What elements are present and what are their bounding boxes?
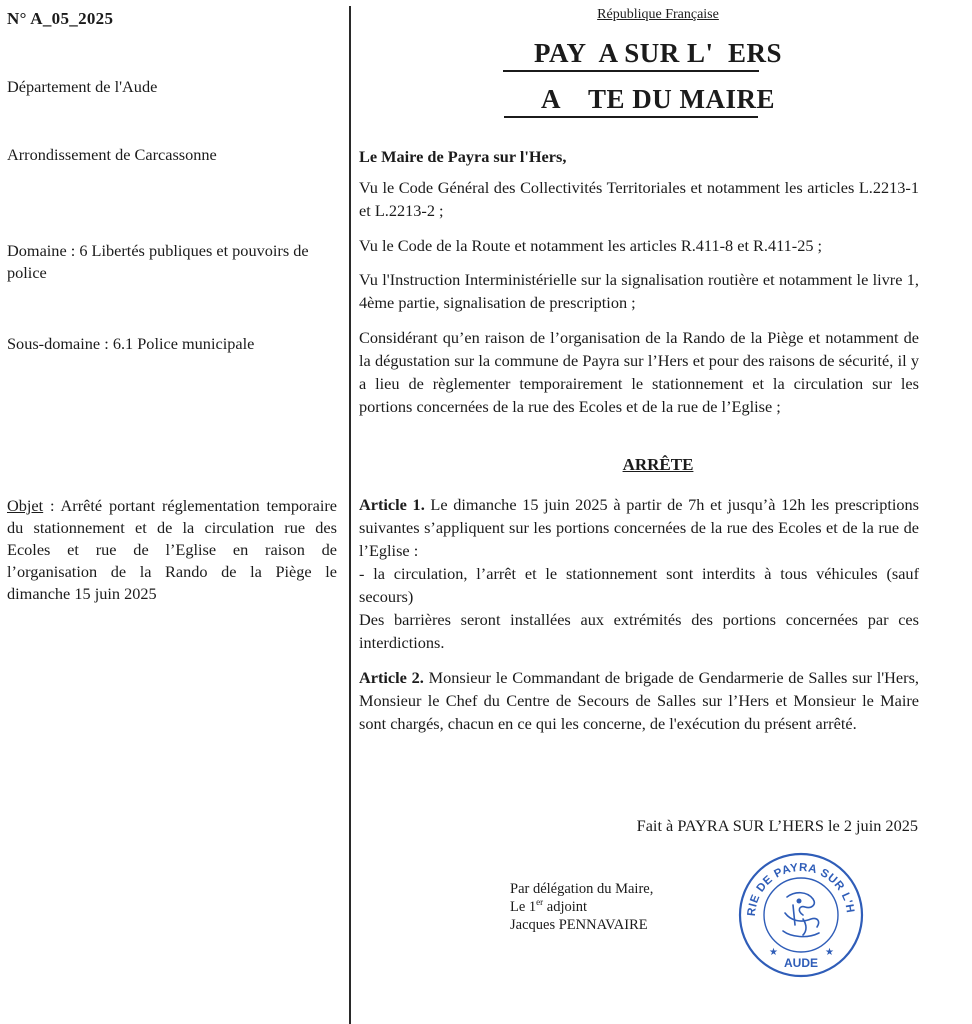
delegation: Par délégation du Maire, [510, 881, 654, 897]
domaine: Domaine : 6 Libertés publiques et pouvoirs de police [7, 241, 309, 282]
svg-text:★: ★ [769, 947, 778, 958]
article-1-label: Article 1. [359, 495, 425, 514]
vu-instruction: Vu l'Instruction Interministérielle sur la signalisation routière et notamment le livre 1, 4ème partie, signalisation de prescription ; [359, 270, 919, 312]
svg-text:MAIRIE DE PAYRA SUR L'HERS: RIE DE PAYRA SUR L'H [745, 861, 856, 917]
signatory-name: Jacques PENNAVAIRE [510, 917, 648, 933]
departement: Département de l'Aude [7, 77, 158, 96]
vu-code-route: Vu le Code de la Route et notamment les articles R.411-8 et R.411-25 ; [359, 236, 823, 255]
adjoint-suffix: adjoint [543, 899, 588, 915]
vu-cgct: Vu le Code Général des Collectivités Territoriales et notamment les articles L.2213-1 et L.2213-2 ; [359, 178, 919, 220]
column-divider [349, 6, 351, 1024]
article-2 [359, 666, 919, 735]
article-1-item: - la circulation, l’arrêt et le stationnement sont interdits à tous véhicules (sauf secours) [359, 564, 919, 606]
article-1 [359, 493, 919, 562]
commune-title-underline [503, 70, 759, 72]
adjoint-sup: er [536, 897, 544, 907]
commune-title: PAY A SUR L' ERS [533, 38, 783, 68]
arrete-heading: ARRÊTE [622, 455, 694, 474]
article-1-text: Le dimanche 15 juin 2025 à partir de 7h et jusqu’à 12h les prescriptions suivantes s’appliquent sur les portions concernées de la rue des Ecoles et de la rue de l’Eglise : [359, 495, 919, 560]
mairie-stamp [737, 851, 865, 979]
adjoint-prefix: Le 1 [510, 899, 537, 915]
considerant: Considérant qu’en raison de l’organisation de la Rando de la Piège et notamment de la dégustation sur la commune de Payra sur l’Hers et pour des raisons de sécurité, il y a lieu de règlementer temporairement le stationnement et la circulation sur les portions concernées de la rue des Ecoles et de la rue de l’Eglise ; [359, 328, 919, 416]
adjoint-line [510, 898, 710, 916]
article-2-label: Article 2. [359, 668, 424, 687]
fait-a: Fait à PAYRA SUR L’HERS le 2 juin 2025 [636, 816, 918, 835]
document-title-underline [504, 116, 758, 118]
signature-block [510, 880, 710, 934]
republique-francaise: République Française [597, 7, 719, 22]
svg-text:★: ★ [825, 947, 834, 958]
document-title: A TE DU MAIRE [540, 84, 776, 114]
objet-text: : Arrêté portant réglementation temporaire du stationnement et de la circulation rue des Ecoles et rue de l’Eglise en raison de l’organisation de la Rando de la Piège le dimanche 15 juin 2025 [7, 496, 337, 603]
svg-text:AUDE: AUDE [783, 956, 819, 970]
stamp-seal-icon [737, 851, 865, 979]
objet-label: Objet [7, 496, 44, 515]
maire-heading: Le Maire de Payra sur l'Hers, [359, 147, 567, 166]
arrete-reference: N° A_05_2025 [7, 9, 114, 28]
sous-domaine: Sous-domaine : 6.1 Police municipale [7, 334, 255, 353]
article-2-text: Monsieur le Commandant de brigade de Gendarmerie de Salles sur l'Hers, Monsieur le Chef du Centre de Secours de Salles sur l’Hers et Monsieur le Maire sont chargés, chacun en ce qui les concerne, de l'exécution du présent arrêté. [359, 668, 919, 733]
article-1-barrieres: Des barrières seront installées aux extrémités des portions concernées par ces interdictions. [359, 610, 919, 652]
arrondissement: Arrondissement de Carcassonne [7, 145, 217, 164]
objet [7, 495, 337, 605]
